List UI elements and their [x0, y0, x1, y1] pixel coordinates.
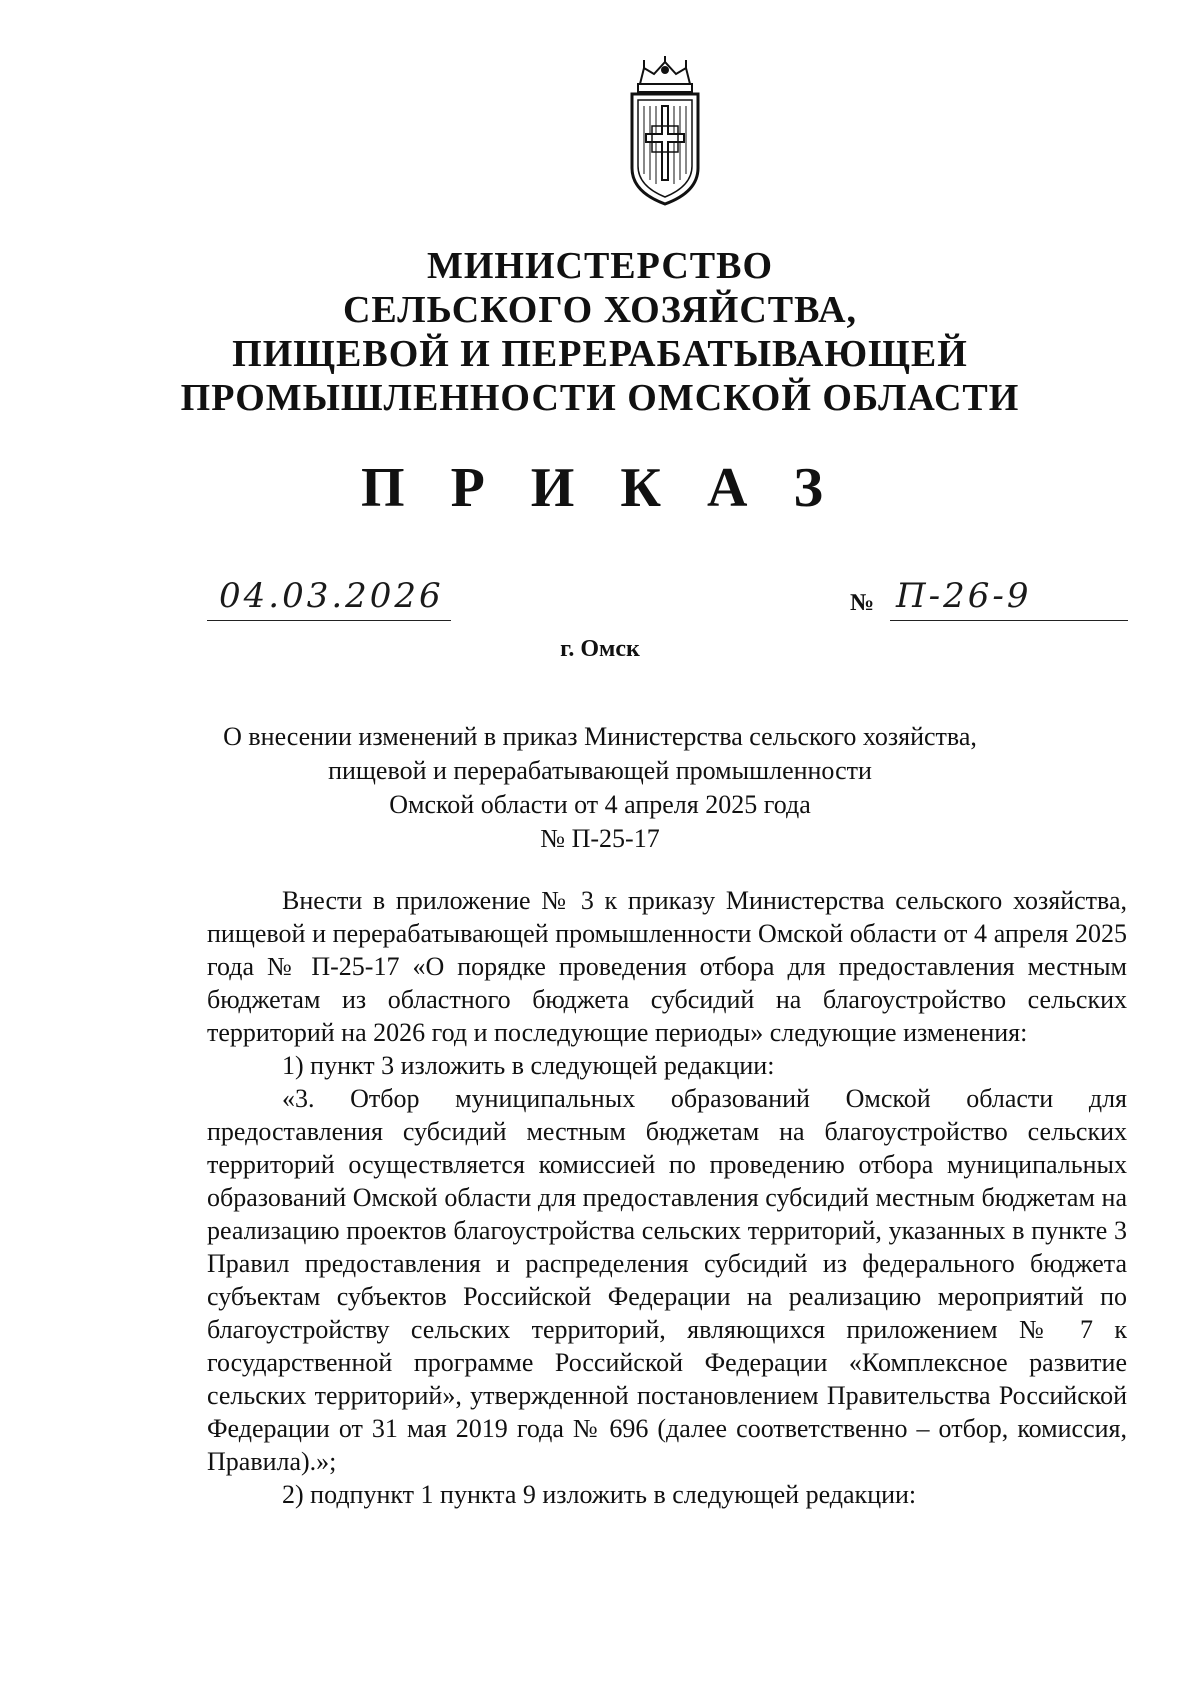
coat-of-arms-icon	[622, 56, 708, 206]
ministry-line-1: МИНИСТЕРСТВО	[426, 245, 774, 287]
order-subject	[150, 720, 1050, 856]
date-field	[207, 574, 451, 621]
number-sign: №	[850, 590, 875, 616]
ministry-title	[0, 244, 1200, 420]
body-item-1: 1) пункт 3 изложить в следующей редакции:	[282, 1051, 775, 1080]
city-label: г. Омск	[560, 636, 640, 662]
body-paragraph-intro: Внести в приложение № 3 к приказу Министерства сельского хозяйства, пищевой и перерабатывающей промышленности Омской области от 4 апреля 2025 года № П-25-17 «О порядке проведения отбора для предоставления местным бюджетам из областного бюджета субсидий на благоустройство сельских территорий на 2026 год и последующие периоды» следующие изменения:	[207, 886, 1127, 1047]
subject-line-1: О внесении изменений в приказ Министерства сельского хозяйства,	[223, 722, 977, 751]
number-field	[890, 574, 1128, 621]
ministry-line-4: ПРОМЫШЛЕННОСТИ ОМСКОЙ ОБЛАСТИ	[180, 377, 1020, 419]
handwritten-date: 04.03.2026	[219, 576, 444, 616]
body-item-1-text: «3. Отбор муниципальных образований Омской области для предоставления субсидий местным бюджетам на благоустройство сельских территорий осуществляется комиссией по проведению отбора муниципальных образований Омской области для предоставления субсидий местным бюджетам на реализацию проектов благоустройства сельских территорий, указанных в пункте 3 Правил предоставления и распределения субсидий из федерального бюджета субъектам субъектов Российской Федерации на реализацию мероприятий по благоустройству сельских территорий, являющихся приложением № 7 к государственной программе Российской Федерации «Комплексное развитие сельских территорий», утвержденной постановлением Правительства Российской Федерации от 31 мая 2019 года № 696 (далее соответственно – отбор, комиссия, Правила).»;	[207, 1084, 1127, 1476]
subject-line-4: № П-25-17	[540, 824, 660, 853]
body-item-2: 2) подпункт 1 пункта 9 изложить в следующей редакции:	[282, 1480, 917, 1509]
order-body	[207, 884, 1127, 1511]
ministry-line-3: ПИЩЕВОЙ И ПЕРЕРАБАТЫВАЮЩЕЙ	[232, 333, 968, 375]
subject-line-3: Омской области от 4 апреля 2025 года	[389, 790, 811, 819]
ministry-line-2: СЕЛЬСКОГО ХОЗЯЙСТВА,	[342, 289, 858, 331]
handwritten-number: П-26-9	[896, 576, 1032, 616]
subject-line-2: пищевой и перерабатывающей промышленности	[328, 756, 872, 785]
document-type: П Р И К А З	[361, 457, 839, 519]
